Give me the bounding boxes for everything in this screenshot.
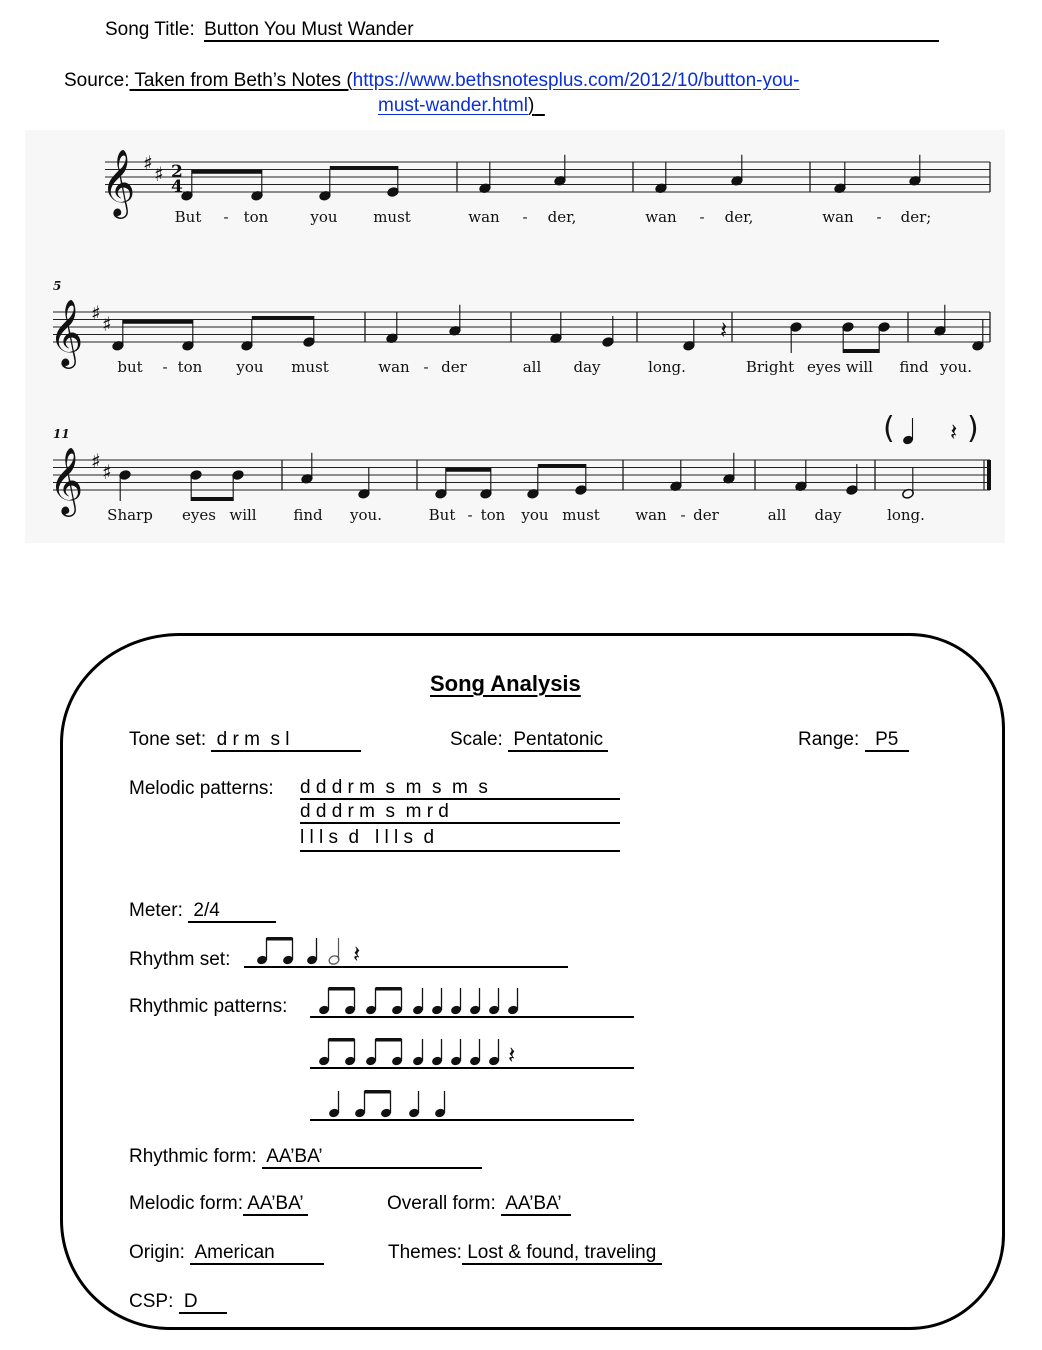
cue-alternate-ending	[883, 411, 979, 446]
beam	[192, 170, 262, 174]
csp-field	[129, 1291, 227, 1314]
sharp-icon: ♯	[143, 151, 153, 175]
scale-field	[450, 729, 608, 752]
measure-number: 5	[53, 279, 62, 293]
melodic-form-value: AA’BA’	[243, 1193, 309, 1214]
lyric-syllable: eyes will	[807, 358, 873, 376]
song-title-row	[105, 19, 939, 42]
lyric-syllable: -	[467, 506, 473, 524]
staff-notation	[25, 130, 1005, 543]
lyric-syllable: ton	[177, 358, 203, 376]
beam	[538, 464, 586, 468]
song-title-value: Button You Must Wander	[204, 19, 414, 40]
melodic-patterns-label: Melodic patterns:	[129, 778, 274, 799]
song-title-field	[204, 20, 939, 42]
quarter-note-icon	[431, 1039, 443, 1066]
lyric-syllable: -	[522, 208, 528, 226]
lyric-syllable: -	[423, 358, 429, 376]
lyric-syllable: you	[310, 208, 338, 226]
rhythmic-pattern-1	[310, 980, 640, 1020]
treble-clef-icon: 𝄞	[101, 148, 136, 216]
quarter-rest-icon: 𝄽	[950, 418, 958, 446]
beam	[446, 468, 491, 472]
meter-label: Meter:	[129, 900, 183, 921]
lyric-syllable: wan	[468, 208, 500, 226]
melodic-pattern-1: d d d r m s m s m s	[300, 778, 620, 800]
lyric-syllable: der	[441, 358, 467, 376]
melodic-form-label: Melodic form:	[129, 1193, 244, 1214]
quarter-note-icon	[306, 938, 318, 965]
treble-clef-icon: 𝄞	[49, 298, 84, 366]
meter-field	[129, 900, 276, 923]
lyric-syllable: wan	[635, 506, 667, 524]
melodic-form-field	[129, 1193, 308, 1216]
themes-value: Lost & found, traveling	[461, 1242, 662, 1263]
treble-clef-icon: 𝄞	[49, 446, 84, 514]
lyric-syllable: wan	[822, 208, 854, 226]
eighth-note-pair-icon	[318, 987, 356, 1015]
time-signature-top: 2	[171, 162, 183, 182]
rhythmic-pattern-2	[310, 1031, 640, 1071]
lyric-syllable: day	[814, 506, 842, 524]
rhythm-set-label: Rhythm set:	[129, 949, 231, 970]
eighth-note-pair-icon	[256, 937, 294, 965]
lyric-syllable: all	[522, 358, 542, 376]
eighth-note-pair-icon	[318, 1038, 356, 1066]
music-score	[25, 130, 1005, 543]
staff-system-2	[49, 279, 990, 376]
lyric-syllable: wan	[645, 208, 677, 226]
tone-set-value: d r m s l	[211, 730, 361, 752]
melodic-pattern-2: d d d r m s m r d	[300, 802, 620, 824]
lyric-syllable: will	[229, 506, 257, 524]
lyric-syllable: But	[174, 208, 202, 226]
quarter-rest-icon: 𝄽	[720, 316, 728, 344]
lyric-syllable: must	[373, 208, 411, 226]
rhythmic-form-value: AA’BA’	[262, 1147, 482, 1169]
quarter-note-icon	[450, 1039, 462, 1066]
lyric-syllable: -	[699, 208, 705, 226]
quarter-note-icon	[408, 1091, 420, 1118]
lyric-syllable: day	[573, 358, 601, 376]
staff-system-3	[49, 427, 991, 524]
rhythmic-form-label: Rhythmic form:	[129, 1146, 257, 1167]
beam	[843, 349, 879, 353]
lyric-syllable: you.	[350, 506, 382, 524]
lyric-syllable: long.	[887, 506, 925, 524]
origin-value: American	[190, 1243, 324, 1265]
beam	[330, 166, 398, 170]
rhythmic-pattern-3	[310, 1083, 640, 1123]
meter-value: 2/4	[188, 901, 276, 923]
origin-field	[129, 1242, 324, 1265]
svg-text:(: (	[883, 411, 895, 446]
lyric-syllable: ton	[243, 208, 269, 226]
range-label: Range:	[798, 729, 860, 750]
lyric-syllable: but	[117, 358, 143, 376]
source-row-continued	[378, 95, 545, 117]
lyric-syllable: Bright	[745, 358, 795, 376]
lyric-syllable: long.	[648, 358, 686, 376]
lyric-syllable: all	[767, 506, 787, 524]
rhythmic-patterns-label: Rhythmic patterns:	[129, 996, 288, 1017]
tone-set-field	[129, 729, 361, 752]
quarter-note-icon	[488, 1039, 500, 1066]
quarter-note-icon	[412, 1039, 424, 1066]
eighth-note-pair-icon	[365, 1038, 403, 1066]
eighth-note-pair-icon	[365, 987, 403, 1015]
song-title-label: Song Title:	[105, 19, 195, 40]
range-value: P5	[864, 729, 909, 750]
lyric-syllable: eyes	[182, 506, 216, 524]
source-link[interactable]: https://www.bethsnotesplus.com/2012/10/button-you-	[352, 70, 800, 91]
tone-set-label: Tone set:	[129, 729, 207, 750]
source-row	[64, 70, 799, 92]
quarter-note-icon	[469, 988, 481, 1015]
lyric-syllable: der	[693, 506, 719, 524]
quarter-rest-icon: 𝄽	[353, 940, 361, 968]
eighth-note-pair-icon	[354, 1090, 392, 1118]
analysis-title: Song Analysis	[430, 671, 581, 696]
lyric-syllable: ton	[480, 506, 506, 524]
lyric-syllable: must	[291, 358, 329, 376]
source-prefix: Taken from Beth’s Notes (	[134, 70, 353, 91]
lyric-syllable: Sharp	[107, 506, 153, 524]
sharp-icon: ♯	[91, 449, 101, 473]
lyric-syllable: -	[223, 208, 229, 226]
beam	[191, 497, 233, 501]
quarter-note-icon	[434, 1091, 446, 1118]
lyric-syllable: But	[428, 506, 456, 524]
lyric-syllable: der,	[724, 208, 754, 226]
svg-text:): )	[967, 411, 979, 446]
beam	[252, 316, 314, 320]
csp-label: CSP:	[129, 1291, 174, 1312]
lyric-syllable: -	[162, 358, 168, 376]
scale-label: Scale:	[450, 729, 503, 750]
quarter-note-icon	[450, 988, 462, 1015]
overall-form-field	[387, 1193, 571, 1216]
sharp-icon: ♯	[102, 460, 112, 484]
lyric-syllable: wan	[378, 358, 410, 376]
overall-form-label: Overall form:	[387, 1193, 496, 1214]
sharp-icon: ♯	[154, 162, 164, 186]
lyric-syllable: must	[562, 506, 600, 524]
lyric-syllable: -	[876, 208, 882, 226]
sharp-icon: ♯	[91, 301, 101, 325]
source-label: Source:	[64, 70, 130, 91]
lyric-syllable: find	[899, 358, 929, 376]
measure-number: 11	[53, 427, 70, 441]
rhythm-set-symbols	[244, 930, 574, 970]
scale-value: Pentatonic	[508, 729, 609, 750]
themes-label: Themes:	[388, 1242, 462, 1263]
quarter-note-icon	[488, 988, 500, 1015]
melodic-pattern-3: l l l s d l l l s d	[300, 826, 620, 852]
quarter-note-icon	[431, 988, 443, 1015]
lyric-syllable: you.	[940, 358, 972, 376]
themes-field	[388, 1242, 662, 1265]
lyric-syllable: -	[680, 506, 686, 524]
csp-value: D	[179, 1292, 227, 1314]
rhythmic-form-field	[129, 1146, 482, 1169]
quarter-note-icon	[469, 1039, 481, 1066]
lyric-syllable: you	[521, 506, 549, 524]
quarter-note-icon	[507, 988, 519, 1015]
lyric-syllable: der,	[547, 208, 577, 226]
lyric-syllable: der;	[900, 208, 932, 226]
beam	[123, 320, 193, 324]
lyric-syllable: you	[236, 358, 264, 376]
lyric-syllable: find	[293, 506, 323, 524]
origin-label: Origin:	[129, 1242, 185, 1263]
time-signature-bottom: 4	[171, 177, 183, 197]
quarter-note-icon	[412, 988, 424, 1015]
half-note-icon	[328, 938, 340, 965]
source-link-continued[interactable]: must-wander.html	[378, 95, 528, 116]
source-suffix: )	[527, 95, 535, 116]
quarter-note-icon	[328, 1091, 340, 1118]
range-field	[798, 729, 909, 752]
quarter-rest-icon: 𝄽	[508, 1041, 516, 1069]
sharp-icon: ♯	[102, 312, 112, 336]
staff-system-1	[101, 148, 990, 226]
overall-form-value: AA’BA’	[501, 1193, 572, 1214]
